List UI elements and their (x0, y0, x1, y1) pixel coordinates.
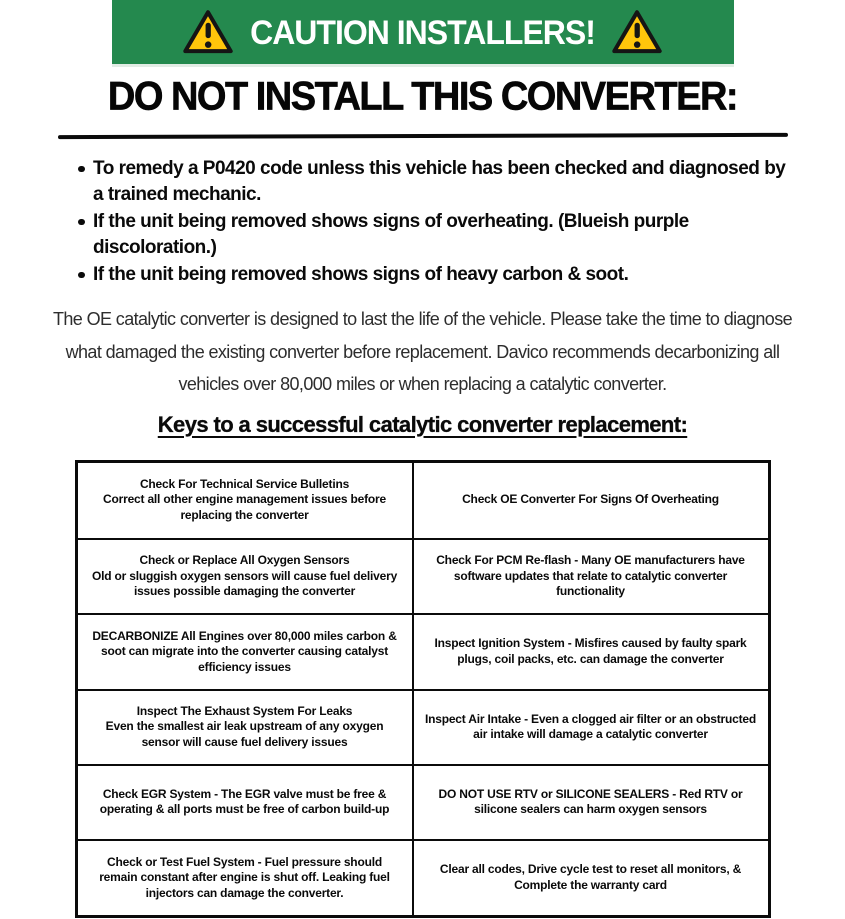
table-cell-right: Inspect Air Intake - Even a clogged air filter or an obstructed air intake will damage a catalytic converter (424, 711, 757, 742)
divider-line (57, 133, 787, 139)
table-cell-right: Check For PCM Re-flash - Many OE manufacturers have software updates that relate to catalytic converter functionality (436, 553, 745, 599)
table-cell-left: Check or Test Fuel System - Fuel pressure should remain constant after engine is shut off. Leaking fuel injectors can damage the converter. (78, 841, 414, 914)
table-cell-left: DECARBONIZE All Engines over 80,000 miles carbon & soot can migrate into the converter causing catalyst efficiency issues (78, 615, 414, 688)
table-cell-right: Inspect Ignition System - Misfires caused by faulty spark plugs, coil packs, etc. can damage the converter (434, 636, 747, 666)
table-row (78, 613, 768, 688)
table-cell-right: Check OE Converter For Signs Of Overheating (462, 492, 719, 507)
table-row (78, 463, 768, 538)
table-row (78, 764, 768, 839)
intro-paragraph: The OE catalytic converter is designed to last the life of the vehicle. Please take the time to diagnose what damaged the existing converter before replacement. Davico recommends decarbonizing all vehicles over 80,000 miles or when replacing a catalytic converter. (52, 309, 793, 394)
table-cell-left: Check EGR System - The EGR valve must be free & operating & all ports must be free of carbon build-up (78, 766, 414, 839)
banner-title: CAUTION INSTALLERS! (250, 12, 595, 51)
table-cell-right: DO NOT USE RTV or SILICONE SEALERS - Red RTV or silicone sealers can harm oxygen sensors (438, 786, 743, 817)
table-row (78, 538, 768, 613)
warning-triangle-icon (611, 9, 663, 56)
list-item: To remedy a P0420 code unless this vehicle has been checked and diagnosed by a trained mechanic. (78, 156, 786, 209)
table-cell-left: Check or Replace All Oxygen Sensors Old or sluggish oxygen sensors will cause fuel delivery issues possible damaging the converter (78, 540, 414, 613)
section-heading: Keys to a successful catalytic converter replacement: (157, 411, 688, 437)
warning-triangle-icon (182, 9, 234, 56)
page-title: DO NOT INSTALL THIS CONVERTER: (107, 74, 738, 120)
tips-table (75, 460, 771, 918)
list-item: If the unit being removed shows signs of overheating. (Blueish purple discoloration.) (78, 209, 786, 262)
caution-banner (112, 0, 734, 64)
table-row (78, 839, 768, 914)
table-row (78, 689, 768, 764)
table-cell-left: Inspect The Exhaust System For Leaks Even the smallest air leak upstream of any oxygen sensor will cause fuel delivery issues (78, 691, 414, 764)
table-cell-right: Clear all codes, Drive cycle test to reset all monitors, & Complete the warranty card (439, 862, 742, 892)
do-not-install-list (78, 156, 786, 289)
list-item: If the unit being removed shows signs of heavy carbon & soot. (78, 262, 786, 289)
table-cell-left: Check For Technical Service Bulletins Correct all other engine management issues before replacing the converter (78, 463, 414, 538)
